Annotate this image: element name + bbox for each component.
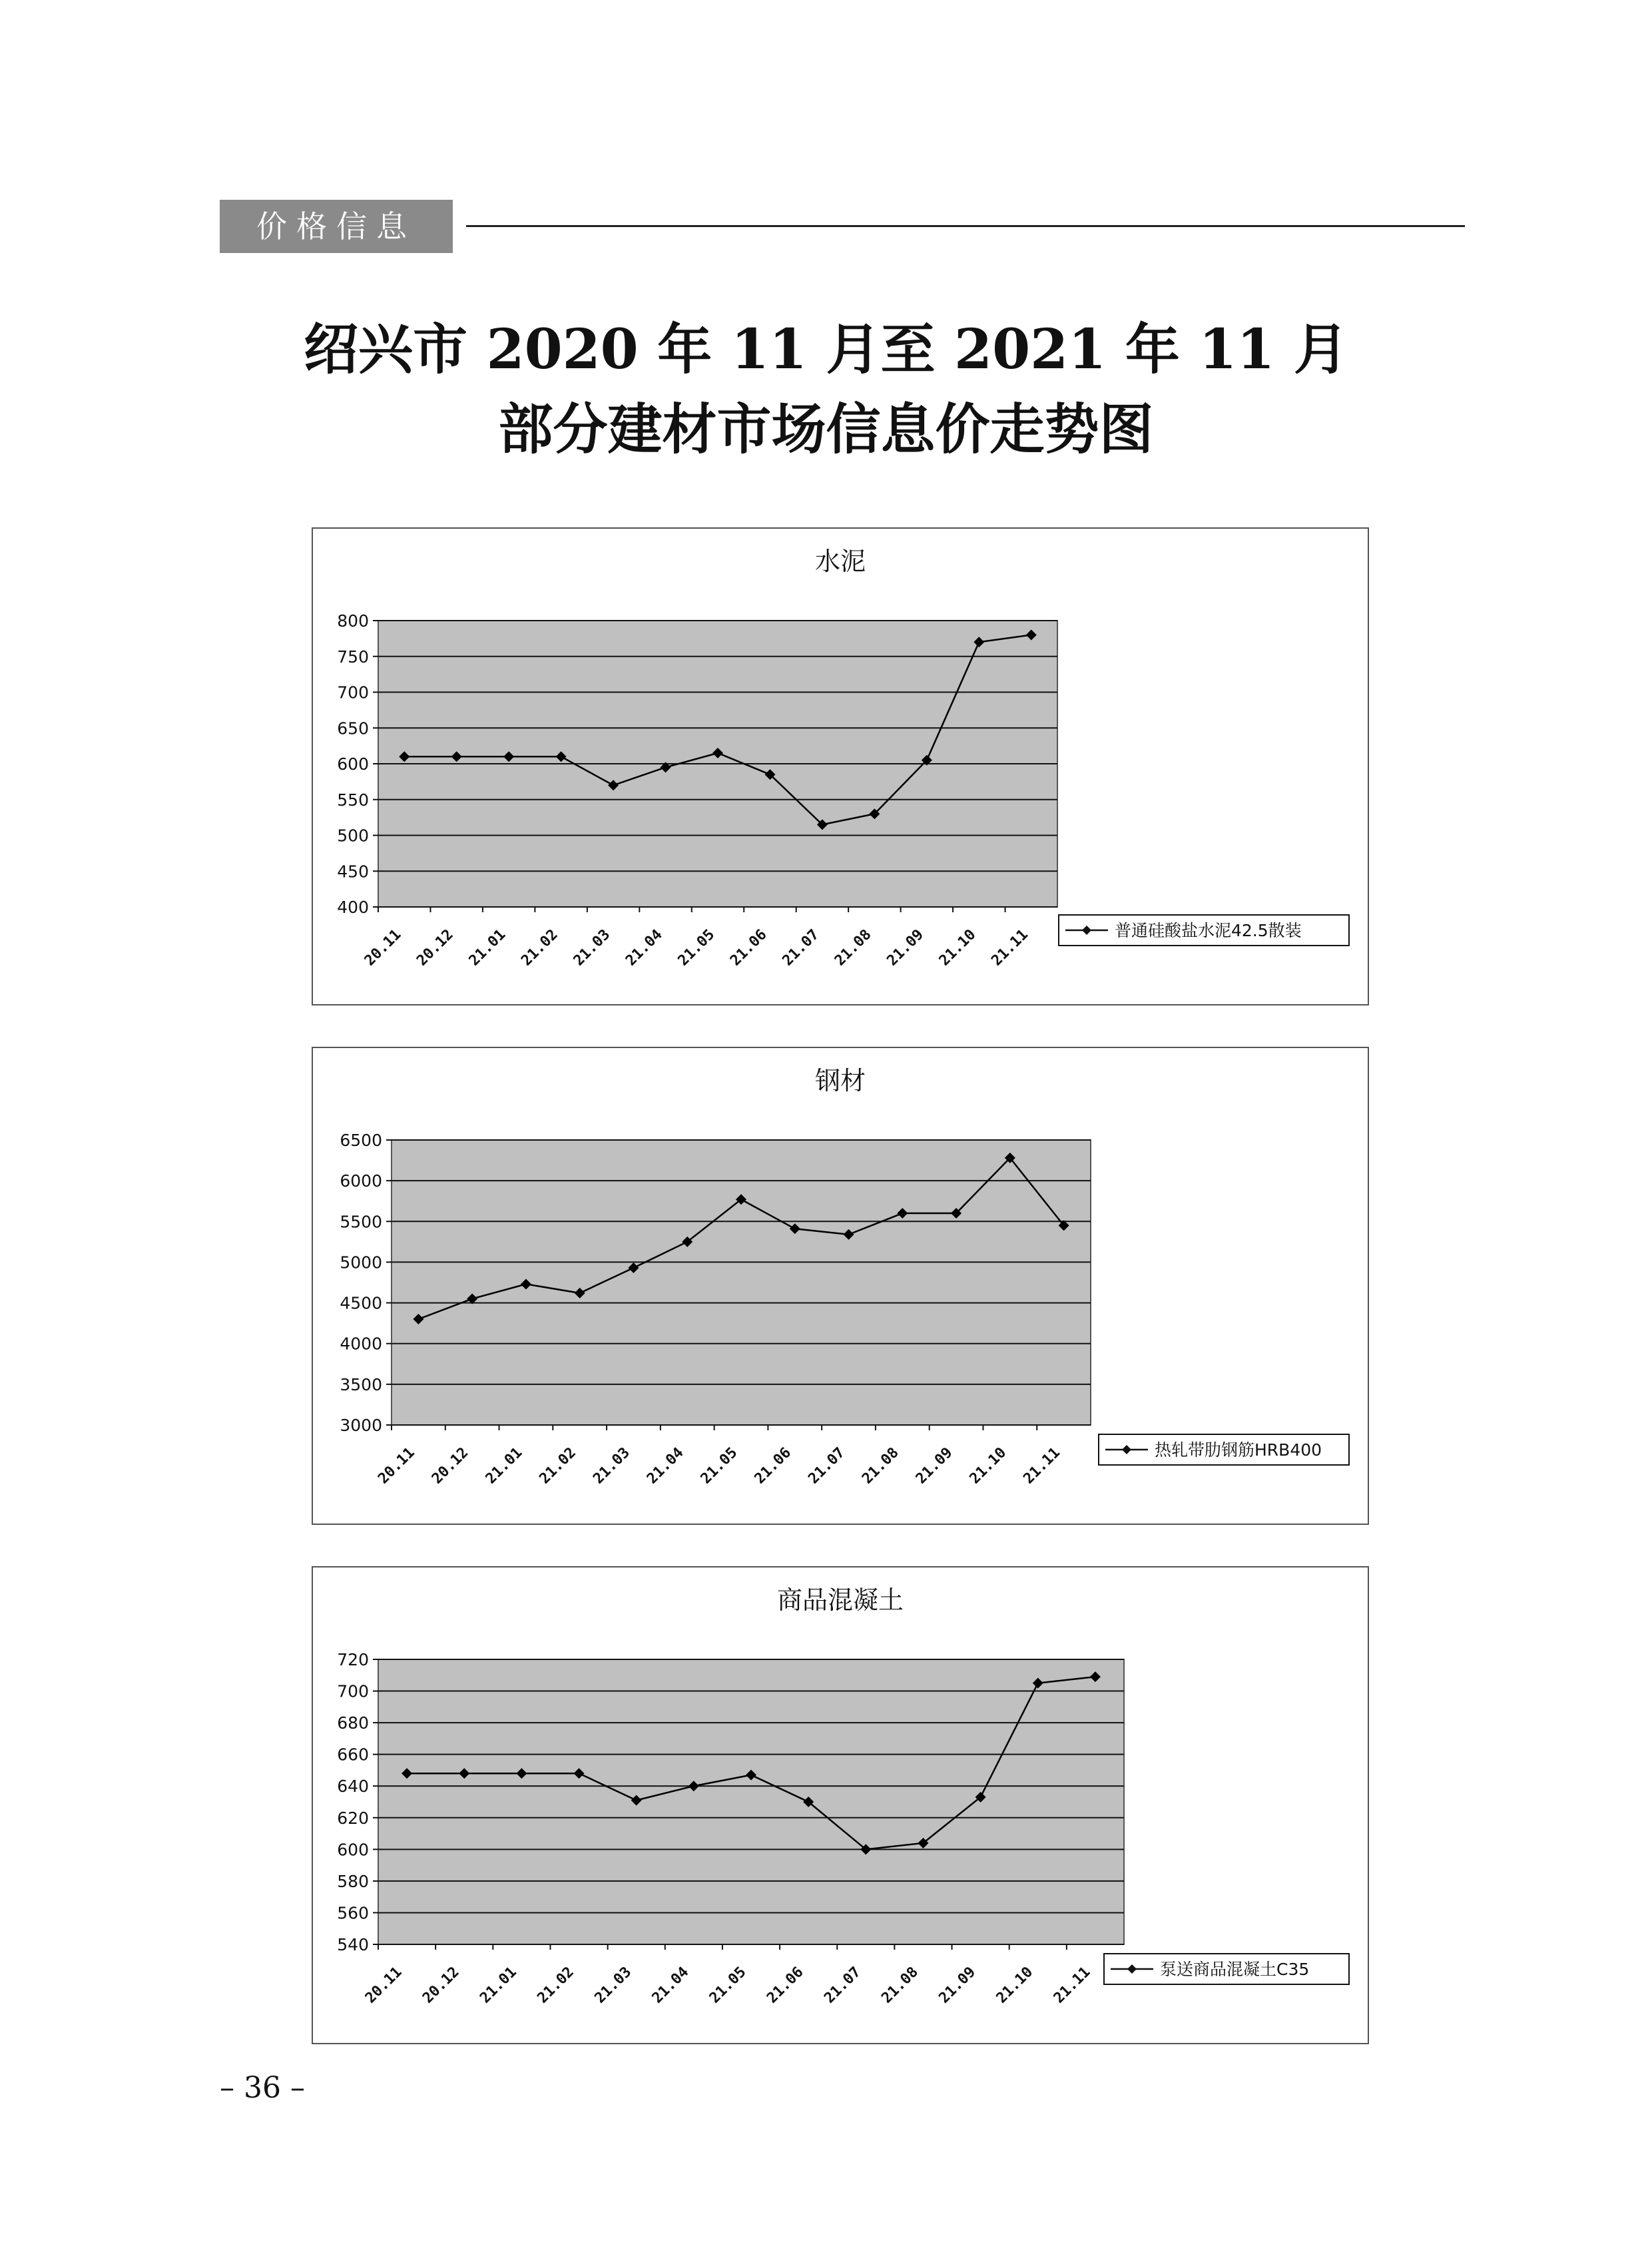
chart-title: 钢材 bbox=[814, 1066, 866, 1095]
x-tick-label: 21.03 bbox=[591, 1964, 635, 2007]
y-tick-label: 660 bbox=[337, 1745, 369, 1765]
x-tick-label: 21.06 bbox=[764, 1964, 807, 2007]
page-title-line-1: 绍兴市 2020 年 11 月至 2021 年 11 月 bbox=[303, 318, 1349, 382]
x-tick-label: 21.10 bbox=[993, 1964, 1037, 2007]
page-number: – 36 – bbox=[220, 2071, 305, 2105]
chart-concrete bbox=[312, 1566, 1369, 2044]
x-tick-label: 21.05 bbox=[697, 1444, 741, 1488]
y-tick-label: 720 bbox=[337, 1650, 369, 1669]
x-tick-label: 21.09 bbox=[936, 1964, 979, 2007]
x-tick-label: 21.04 bbox=[649, 1964, 692, 2007]
y-tick-label: 500 bbox=[337, 826, 369, 846]
y-tick-label: 540 bbox=[337, 1935, 369, 1954]
y-tick-label: 3000 bbox=[340, 1416, 382, 1435]
y-tick-label: 5000 bbox=[340, 1253, 382, 1272]
y-tick-label: 750 bbox=[337, 647, 369, 667]
x-tick-label: 20.12 bbox=[429, 1444, 472, 1488]
x-tick-label: 21.11 bbox=[988, 926, 1031, 970]
x-tick-label: 21.05 bbox=[675, 926, 718, 970]
x-tick-label: 21.06 bbox=[751, 1444, 795, 1488]
y-tick-label: 5500 bbox=[340, 1212, 382, 1232]
x-tick-label: 21.01 bbox=[477, 1964, 520, 2007]
y-tick-label: 680 bbox=[337, 1713, 369, 1733]
page-title-line-2: 部分建材市场信息价走势图 bbox=[498, 398, 1154, 461]
x-tick-label: 21.10 bbox=[966, 1444, 1010, 1488]
y-tick-label: 560 bbox=[337, 1903, 369, 1923]
chart-title: 水泥 bbox=[814, 547, 866, 576]
y-tick-label: 600 bbox=[337, 754, 369, 774]
y-tick-label: 6000 bbox=[340, 1171, 382, 1191]
chart-cement bbox=[312, 527, 1369, 1005]
x-tick-label: 21.03 bbox=[570, 926, 614, 970]
y-tick-label: 6500 bbox=[340, 1131, 382, 1150]
x-tick-label: 21.02 bbox=[518, 926, 561, 970]
x-tick-label: 21.08 bbox=[859, 1444, 902, 1488]
x-tick-label: 20.11 bbox=[362, 1964, 406, 2007]
legend-label: 普通硅酸盐水泥42.5散装 bbox=[1115, 921, 1302, 940]
x-tick-label: 21.11 bbox=[1050, 1964, 1094, 2007]
y-tick-label: 550 bbox=[337, 790, 369, 810]
x-tick-label: 20.12 bbox=[419, 1964, 463, 2007]
chart-svg bbox=[313, 529, 1368, 1004]
y-tick-label: 650 bbox=[337, 718, 369, 738]
x-tick-label: 20.11 bbox=[361, 926, 405, 970]
legend-label: 泵送商品混凝土C35 bbox=[1160, 1960, 1310, 1979]
y-tick-label: 400 bbox=[337, 898, 369, 917]
x-tick-label: 21.02 bbox=[534, 1964, 578, 2007]
y-tick-label: 800 bbox=[337, 611, 369, 631]
section-divider bbox=[466, 225, 1465, 227]
x-tick-label: 21.10 bbox=[936, 926, 979, 970]
x-tick-label: 21.09 bbox=[912, 1444, 956, 1488]
x-tick-label: 20.11 bbox=[375, 1444, 418, 1488]
x-tick-label: 21.11 bbox=[1020, 1444, 1064, 1488]
x-tick-label: 20.12 bbox=[413, 926, 457, 970]
chart-title: 商品混凝土 bbox=[776, 1585, 904, 1615]
y-tick-label: 4000 bbox=[340, 1334, 382, 1354]
x-tick-label: 21.09 bbox=[884, 926, 928, 970]
x-tick-label: 21.01 bbox=[482, 1444, 526, 1488]
y-tick-label: 620 bbox=[337, 1808, 369, 1828]
chart-steel bbox=[312, 1047, 1369, 1525]
x-tick-label: 21.03 bbox=[590, 1444, 633, 1488]
x-tick-label: 21.07 bbox=[805, 1444, 848, 1488]
y-tick-label: 3500 bbox=[340, 1374, 382, 1394]
x-tick-label: 21.04 bbox=[644, 1444, 687, 1488]
legend-label: 热轧带肋钢筋HRB400 bbox=[1155, 1440, 1322, 1460]
x-tick-label: 21.08 bbox=[832, 926, 875, 970]
y-tick-label: 580 bbox=[337, 1871, 369, 1891]
x-tick-label: 21.04 bbox=[623, 926, 666, 970]
section-header bbox=[220, 200, 1478, 253]
y-tick-label: 4500 bbox=[340, 1293, 382, 1313]
y-tick-label: 450 bbox=[337, 862, 369, 882]
y-tick-label: 600 bbox=[337, 1840, 369, 1860]
y-tick-label: 700 bbox=[337, 683, 369, 703]
x-tick-label: 21.07 bbox=[779, 926, 823, 970]
x-tick-label: 21.06 bbox=[727, 926, 770, 970]
y-tick-label: 700 bbox=[337, 1681, 369, 1701]
y-tick-label: 640 bbox=[337, 1777, 369, 1797]
x-tick-label: 21.07 bbox=[821, 1964, 864, 2007]
x-tick-label: 21.08 bbox=[878, 1964, 922, 2007]
x-tick-label: 21.05 bbox=[706, 1964, 750, 2007]
x-tick-label: 21.01 bbox=[465, 926, 509, 970]
chart-svg bbox=[313, 1567, 1368, 2043]
x-tick-label: 21.02 bbox=[536, 1444, 580, 1488]
chart-svg bbox=[313, 1048, 1368, 1524]
section-tag: 价格信息 bbox=[220, 200, 453, 253]
plot-area bbox=[378, 1659, 1124, 1944]
